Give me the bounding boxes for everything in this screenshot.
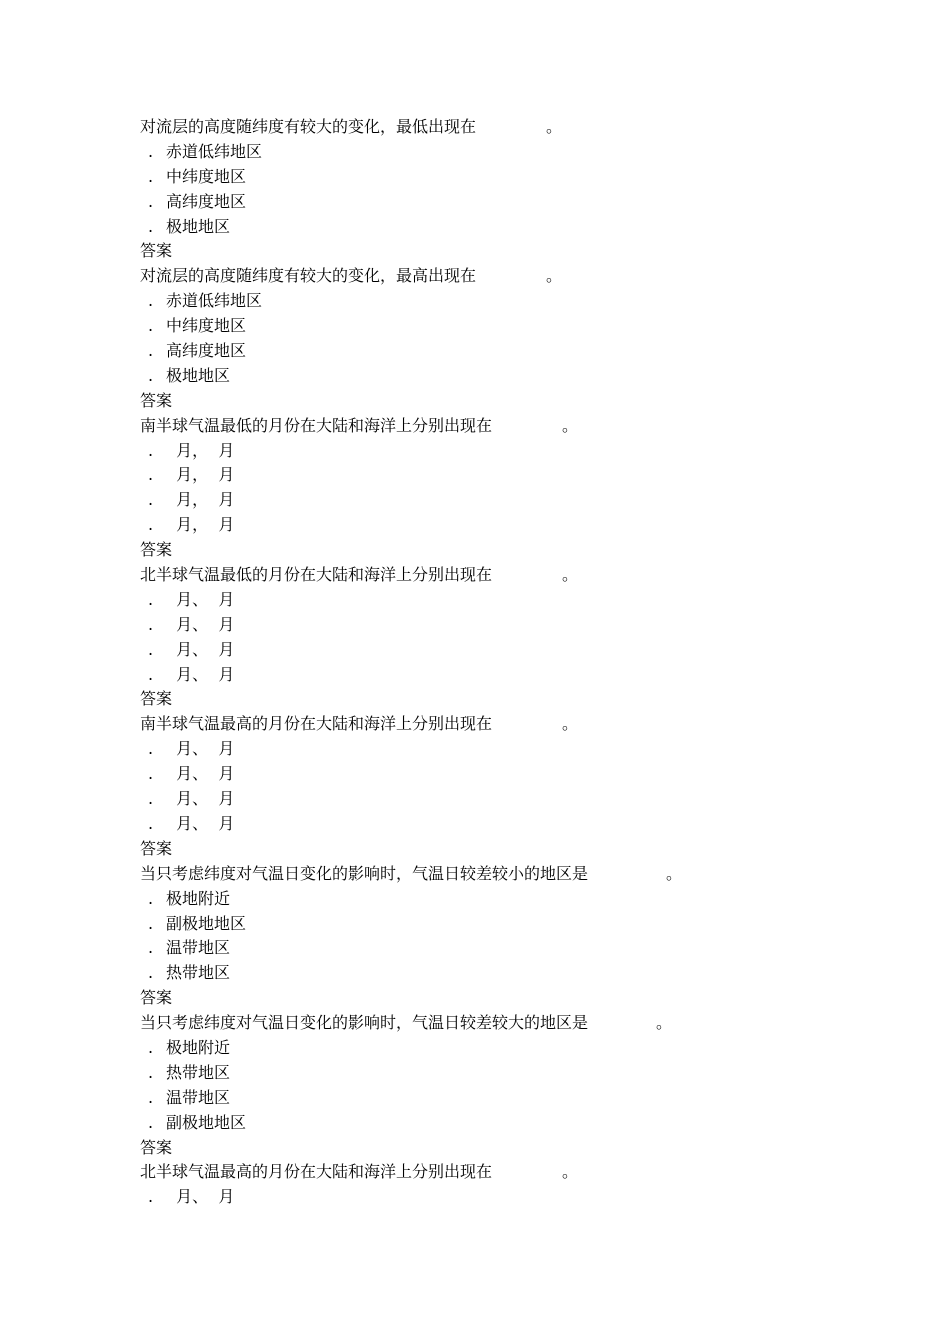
option-text: 极地地区 <box>166 365 231 385</box>
option-item <box>140 762 840 787</box>
question-end-mark: 。 <box>562 565 579 585</box>
option-marker: . <box>148 639 154 659</box>
option-marker: . <box>148 166 154 186</box>
option-marker: . <box>148 1087 154 1107</box>
question-text <box>140 1011 840 1036</box>
question-end-mark: 。 <box>562 1162 579 1182</box>
question-text <box>140 1160 840 1185</box>
option-item <box>140 1061 840 1086</box>
option-text: 月， 月 <box>166 440 235 460</box>
answer-label: 答案 <box>140 390 173 410</box>
option-text: 极地地区 <box>166 216 231 236</box>
option-marker: . <box>148 913 154 933</box>
question-stem: 当只考虑纬度对气温日变化的影响时，气温日较差较大的地区是 <box>140 1013 589 1033</box>
option-text: 极地附近 <box>166 888 231 908</box>
option-marker: . <box>148 465 154 485</box>
option-marker: . <box>148 515 154 535</box>
answer-label: 答案 <box>140 241 173 261</box>
option-marker: . <box>148 589 154 609</box>
option-item <box>140 912 840 937</box>
option-text: 温带地区 <box>166 1087 231 1107</box>
option-marker: . <box>148 1112 154 1132</box>
option-text: 月、 月 <box>166 764 235 784</box>
option-item <box>140 638 840 663</box>
option-text: 月、 月 <box>166 813 235 833</box>
option-text: 月， 月 <box>166 490 235 510</box>
option-marker: . <box>148 963 154 983</box>
option-item <box>140 215 840 240</box>
option-text: 月、 月 <box>166 639 235 659</box>
question-text <box>140 264 840 289</box>
option-item <box>140 787 840 812</box>
option-marker: . <box>148 764 154 784</box>
question-stem: 对流层的高度随纬度有较大的变化，最低出现在 <box>140 117 477 136</box>
option-marker: . <box>148 664 154 684</box>
document-body <box>140 115 840 1210</box>
option-item <box>140 1086 840 1111</box>
option-marker: . <box>148 938 154 958</box>
question-end-mark: 。 <box>546 266 563 286</box>
option-marker: . <box>148 813 154 833</box>
option-marker: . <box>148 440 154 460</box>
option-text: 月、 月 <box>166 614 235 634</box>
option-text: 月、 月 <box>166 789 235 809</box>
option-marker: . <box>148 141 154 161</box>
question-stem: 对流层的高度随纬度有较大的变化，最高出现在 <box>140 266 477 286</box>
answer-label: 答案 <box>140 540 173 560</box>
option-item <box>140 314 840 339</box>
option-text: 月， 月 <box>166 465 235 485</box>
option-item <box>140 613 840 638</box>
question-end-mark: 。 <box>546 117 563 136</box>
option-item <box>140 463 840 488</box>
option-item <box>140 936 840 961</box>
option-item <box>140 737 840 762</box>
option-text: 极地附近 <box>166 1037 231 1057</box>
option-marker: . <box>148 216 154 236</box>
question-end-mark: 。 <box>666 863 683 883</box>
question-stem: 南半球气温最高的月份在大陆和海洋上分别出现在 <box>140 714 493 734</box>
option-item <box>140 165 840 190</box>
option-marker: . <box>148 341 154 361</box>
question-stem: 当只考虑纬度对气温日变化的影响时，气温日较差较小的地区是 <box>140 863 589 883</box>
option-marker: . <box>148 614 154 634</box>
option-item <box>140 887 840 912</box>
option-marker: . <box>148 490 154 510</box>
question-text <box>140 115 840 140</box>
option-text: 月， 月 <box>166 515 235 535</box>
question-text <box>140 563 840 588</box>
option-text: 月、 月 <box>166 1187 235 1207</box>
option-text: 副极地地区 <box>166 1112 247 1132</box>
question-text <box>140 712 840 737</box>
option-text: 热带地区 <box>166 1062 231 1082</box>
option-marker: . <box>148 1037 154 1057</box>
option-item <box>140 339 840 364</box>
question-text <box>140 414 840 439</box>
option-text: 月、 月 <box>166 664 235 684</box>
option-marker: . <box>148 291 154 311</box>
option-item <box>140 190 840 215</box>
answer-label: 答案 <box>140 988 173 1008</box>
answer-label: 答案 <box>140 689 173 709</box>
question-text <box>140 862 840 887</box>
option-text: 月、 月 <box>166 739 235 759</box>
option-text: 月、 月 <box>166 589 235 609</box>
question-end-mark: 。 <box>562 714 579 734</box>
option-item <box>140 588 840 613</box>
question-end-mark: 。 <box>562 415 579 435</box>
option-text: 赤道低纬地区 <box>166 291 263 311</box>
option-marker: . <box>148 789 154 809</box>
question-stem: 北半球气温最低的月份在大陆和海洋上分别出现在 <box>140 565 493 585</box>
option-item <box>140 513 840 538</box>
option-text: 赤道低纬地区 <box>166 141 263 161</box>
option-marker: . <box>148 316 154 336</box>
option-text: 副极地地区 <box>166 913 247 933</box>
question-stem: 北半球气温最高的月份在大陆和海洋上分别出现在 <box>140 1162 493 1182</box>
option-marker: . <box>148 739 154 759</box>
option-marker: . <box>148 1062 154 1082</box>
option-item <box>140 1111 840 1136</box>
option-marker: . <box>148 1187 154 1207</box>
option-item <box>140 488 840 513</box>
option-item <box>140 1185 840 1210</box>
question-end-mark: 。 <box>656 1013 673 1033</box>
option-text: 温带地区 <box>166 938 231 958</box>
option-marker: . <box>148 888 154 908</box>
option-text: 中纬度地区 <box>166 316 247 336</box>
option-marker: . <box>148 365 154 385</box>
option-item <box>140 289 840 314</box>
option-item <box>140 140 840 165</box>
option-item <box>140 961 840 986</box>
option-item <box>140 439 840 464</box>
option-text: 中纬度地区 <box>166 166 247 186</box>
option-item <box>140 812 840 837</box>
answer-label: 答案 <box>140 1137 173 1157</box>
option-marker: . <box>148 191 154 211</box>
option-text: 高纬度地区 <box>166 341 247 361</box>
answer-label: 答案 <box>140 838 173 858</box>
option-item <box>140 364 840 389</box>
option-text: 高纬度地区 <box>166 191 247 211</box>
question-stem: 南半球气温最低的月份在大陆和海洋上分别出现在 <box>140 415 493 435</box>
option-item <box>140 663 840 688</box>
option-item <box>140 1036 840 1061</box>
option-text: 热带地区 <box>166 963 231 983</box>
